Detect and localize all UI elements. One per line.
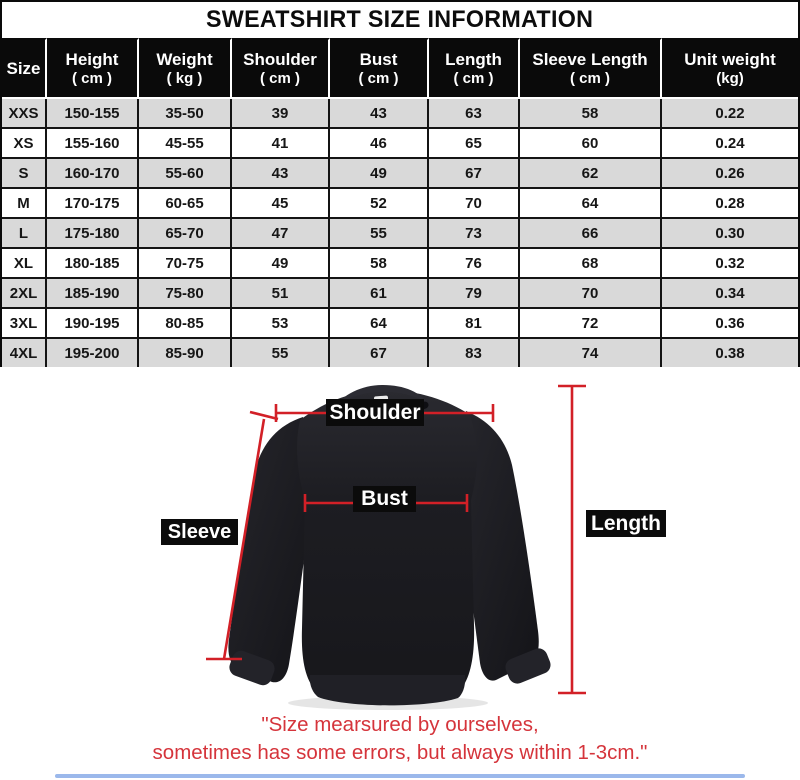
value-cell: 83 [429,339,520,367]
value-cell: 49 [330,159,429,189]
column-header-height: Height ( cm ) [47,38,139,99]
sweatshirt-measurement-diagram [0,367,800,780]
table-row [2,219,798,249]
column-header-bust: Bust ( cm ) [330,38,429,99]
value-cell: 0.28 [662,189,798,219]
value-cell: 39 [232,99,330,129]
value-cell: 72 [520,309,662,339]
value-cell: 0.24 [662,129,798,159]
table-row [2,189,798,219]
column-header-unit-weight: Unit weight (kg) [662,38,798,99]
value-cell: 65 [429,129,520,159]
value-cell: 67 [429,159,520,189]
value-cell: 58 [520,99,662,129]
value-cell: 80-85 [139,309,232,339]
measurement-disclaimer [0,711,800,767]
value-cell: 64 [330,309,429,339]
column-header-shoulder: Shoulder ( cm ) [232,38,330,99]
value-cell: 43 [232,159,330,189]
size-cell: XS [2,129,47,159]
value-cell: 65-70 [139,219,232,249]
value-cell: 45 [232,189,330,219]
size-cell: M [2,189,47,219]
disclaimer-line-2: sometimes has some errors, but always within 1-3cm." [152,741,648,764]
value-cell: 46 [330,129,429,159]
value-cell: 75-80 [139,279,232,309]
size-cell: XL [2,249,47,279]
length-label: Length [586,510,666,537]
page-title: SWEATSHIRT SIZE INFORMATION [206,6,594,33]
value-cell: 190-195 [47,309,139,339]
size-cell: 2XL [2,279,47,309]
value-cell: 175-180 [47,219,139,249]
value-cell: 195-200 [47,339,139,367]
value-cell: 55 [330,219,429,249]
table-row [2,249,798,279]
value-cell: 55 [232,339,330,367]
value-cell: 180-185 [47,249,139,279]
value-cell: 81 [429,309,520,339]
table-row [2,309,798,339]
shoulder-label: Shoulder [326,399,424,426]
column-header-sleeve-length: Sleeve Length ( cm ) [520,38,662,99]
page-title-bar [2,2,798,38]
value-cell: 0.38 [662,339,798,367]
value-cell: 60-65 [139,189,232,219]
value-cell: 67 [330,339,429,367]
disclaimer-line-1: "Size mearsured by ourselves, [261,713,539,736]
value-cell: 35-50 [139,99,232,129]
value-cell: 60 [520,129,662,159]
column-header-weight: Weight ( kg ) [139,38,232,99]
value-cell: 79 [429,279,520,309]
value-cell: 85-90 [139,339,232,367]
value-cell: 0.30 [662,219,798,249]
value-cell: 70 [429,189,520,219]
table-row [2,99,798,129]
value-cell: 55-60 [139,159,232,189]
value-cell: 70-75 [139,249,232,279]
sleeve-label: Sleeve [161,519,238,545]
column-header-size: Size [2,38,47,99]
value-cell: 0.36 [662,309,798,339]
value-cell: 76 [429,249,520,279]
value-cell: 68 [520,249,662,279]
value-cell: 150-155 [47,99,139,129]
value-cell: 0.34 [662,279,798,309]
value-cell: 63 [429,99,520,129]
value-cell: 62 [520,159,662,189]
value-cell: 70 [520,279,662,309]
value-cell: 74 [520,339,662,367]
size-cell: 4XL [2,339,47,367]
value-cell: 53 [232,309,330,339]
column-header-length: Length ( cm ) [429,38,520,99]
table-row [2,339,798,367]
value-cell: 185-190 [47,279,139,309]
size-cell: 3XL [2,309,47,339]
size-cell: XXS [2,99,47,129]
table-row [2,279,798,309]
table-header-row [2,38,798,99]
size-cell: L [2,219,47,249]
value-cell: 160-170 [47,159,139,189]
table-row [2,129,798,159]
value-cell: 43 [330,99,429,129]
value-cell: 52 [330,189,429,219]
value-cell: 66 [520,219,662,249]
value-cell: 45-55 [139,129,232,159]
value-cell: 0.22 [662,99,798,129]
shirt-body [297,390,477,699]
value-cell: 41 [232,129,330,159]
value-cell: 47 [232,219,330,249]
value-cell: 58 [330,249,429,279]
shirt-hem-band [310,675,465,705]
table-row [2,159,798,189]
size-table-block [0,0,800,369]
value-cell: 49 [232,249,330,279]
value-cell: 73 [429,219,520,249]
value-cell: 155-160 [47,129,139,159]
value-cell: 61 [330,279,429,309]
value-cell: 64 [520,189,662,219]
value-cell: 0.26 [662,159,798,189]
value-cell: 170-175 [47,189,139,219]
value-cell: 51 [232,279,330,309]
sleeve-top-tick [250,412,278,419]
bottom-accent-bar [55,774,745,778]
bust-label: Bust [353,486,416,512]
size-table [2,38,798,367]
value-cell: 0.32 [662,249,798,279]
size-cell: S [2,159,47,189]
